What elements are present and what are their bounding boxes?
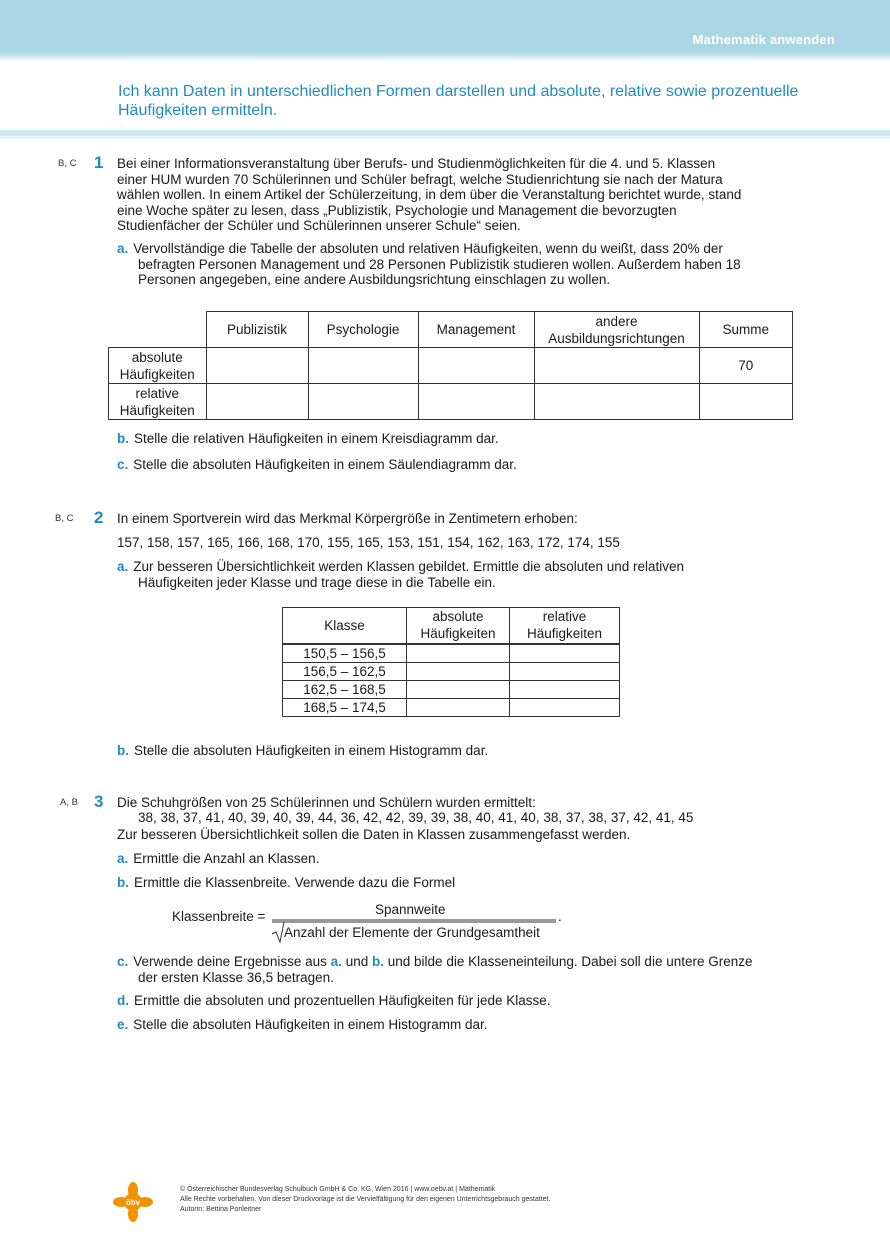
row-absolute-l2: Häufigkeiten	[119, 366, 195, 382]
task3-d-label: d.	[117, 993, 129, 1008]
task3-c-label: c.	[117, 954, 129, 969]
footer-copyright: © Österreichischer Bundesverlag Schulbuch GmbH & Co. KG, Wien 2016 | www.oebv.at | Mathematik	[180, 1186, 496, 1193]
task3-a-text: Ermittle die Anzahl an Klassen.	[133, 851, 320, 866]
task3-d	[117, 993, 551, 1009]
row-relative-l1: relative	[135, 385, 180, 401]
task1-b-label: b.	[117, 431, 129, 446]
task1-line: eine Woche später zu lesen, dass „Publizistik, Psychologie und Management die bevorzugten	[117, 202, 677, 218]
task1-line: Bei einer Informationsveranstaltung über Berufs- und Studienmöglichkeiten für die 4. und 5. Klassen	[117, 156, 716, 171]
col-absolute-l1: absolute	[432, 609, 484, 625]
cell-empty[interactable]	[699, 384, 793, 420]
task2-b	[117, 743, 488, 759]
cell-empty[interactable]	[407, 662, 510, 680]
task2-a-line: Zur besseren Übersichtlichkeit werden Klassen gebildet. Ermittle die absoluten und relativen	[133, 559, 685, 574]
col-summe: Summe	[699, 312, 793, 348]
task3-a	[117, 851, 319, 867]
row-absolute	[109, 348, 207, 384]
task1-b	[117, 431, 499, 447]
col-absolute	[407, 608, 510, 644]
col-relative-l2: Häufigkeiten	[526, 626, 603, 642]
cell-empty[interactable]	[407, 644, 510, 663]
task1-a	[117, 241, 817, 288]
footer-author: Autorin: Bettina Ponleitner	[180, 1206, 262, 1213]
cell-sum: 70	[699, 348, 793, 384]
cell-empty[interactable]	[206, 348, 308, 384]
task3-e-label: e.	[117, 1017, 129, 1032]
task2-data: 157, 158, 157, 165, 166, 168, 170, 155, 165, 153, 151, 154, 162, 163, 172, 174, 155	[117, 535, 620, 550]
class-row: 150,5 – 156,5	[283, 644, 407, 663]
col-management: Management	[418, 312, 534, 348]
col-absolute-l2: Häufigkeiten	[420, 626, 496, 642]
cell-empty[interactable]	[510, 680, 620, 698]
task3-e	[117, 1017, 487, 1033]
task2-a	[117, 559, 817, 590]
task2-b-label: b.	[117, 743, 129, 758]
task2-a-line: Häufigkeiten jeder Klasse und trage diese in die Tabelle ein.	[138, 574, 496, 590]
task1-c-label: c.	[117, 457, 129, 472]
formula-denominator: Anzahl der Elemente der Grundgesamtheit	[284, 925, 540, 940]
task2-tag: B, C	[55, 513, 74, 524]
col-andere	[534, 312, 699, 348]
task1-c-text: Stelle die absoluten Häufigkeiten in einem Säulendiagramm dar.	[133, 457, 517, 472]
task2-a-label: a.	[117, 559, 129, 574]
task3-c-post: und bilde die Klasseneinteilung. Dabei soll die untere Grenze	[387, 954, 753, 969]
logo-text: öbv	[125, 1198, 141, 1207]
class-row: 168,5 – 174,5	[283, 698, 407, 716]
task1-b-text: Stelle die relativen Häufigkeiten in einem Kreisdiagramm dar.	[134, 431, 499, 446]
row-relative	[109, 384, 207, 420]
task2-text: In einem Sportverein wird das Merkmal Körpergröße in Zentimetern erhoben:	[117, 511, 578, 526]
cell-empty[interactable]	[510, 698, 620, 716]
col-relative	[510, 608, 620, 644]
task1-table	[108, 311, 793, 420]
cell-empty[interactable]	[418, 384, 534, 420]
footer	[180, 1185, 550, 1215]
task1-tag: B, C	[58, 158, 77, 169]
header-band-fade	[0, 52, 890, 62]
col-andere-l2: Ausbildungsrichtungen	[548, 330, 685, 346]
task3-c	[117, 954, 817, 985]
row-absolute-l1: absolute	[131, 349, 183, 365]
task3-c-line2: der ersten Klasse 36,5 betragen.	[138, 969, 334, 985]
task3-d-text: Ermittle die absoluten und prozentuellen Häufigkeiten für jede Klasse.	[134, 993, 551, 1008]
task3-c-pre: Verwende deine Ergebnisse aus	[133, 954, 327, 969]
task3-b-text: Ermittle die Klassenbreite. Verwende dazu die Formel	[134, 875, 456, 890]
cell-empty[interactable]	[206, 384, 308, 420]
cell-empty[interactable]	[418, 348, 534, 384]
task2-number: 2	[94, 508, 104, 527]
task3-e-text: Stelle die absoluten Häufigkeiten in einem Histogramm dar.	[133, 1017, 488, 1032]
footer-rights: Alle Rechte vorbehalten. Von dieser Druckvorlage ist die Vervielfältigung für den eigenen Unterrichtsgebrauch gestattet.	[180, 1196, 551, 1203]
formula-end: .	[558, 909, 562, 924]
cell-empty[interactable]	[308, 384, 418, 420]
class-row: 156,5 – 162,5	[283, 662, 407, 680]
task1-number: 1	[94, 153, 104, 172]
task3-a-label: a.	[117, 851, 129, 866]
col-andere-l1: andere	[595, 313, 638, 329]
task1-a-line: befragten Personen Management und 28 Personen Publizistik studieren wollen. Außerdem haben 18	[138, 256, 741, 272]
task3-c-mid: und	[345, 954, 369, 969]
task1-a-line: Personen angegeben, eine andere Ausbildungsrichtung einschlagen zu wollen.	[138, 272, 611, 287]
col-psychologie: Psychologie	[308, 312, 418, 348]
cell-empty[interactable]	[534, 384, 699, 420]
task1-line: einer HUM wurden 70 Schülerinnen und Schüler befragt, welche Studienrichtung sie nach der Matura	[117, 171, 723, 187]
table-corner	[109, 312, 207, 348]
header-title: Mathematik anwenden	[692, 32, 835, 47]
task3-text1: Die Schuhgrößen von 25 Schülerinnen und Schülern wurden ermittelt:	[117, 795, 536, 810]
col-publizistik: Publizistik	[206, 312, 308, 348]
cell-empty[interactable]	[407, 680, 510, 698]
cell-empty[interactable]	[407, 698, 510, 716]
cell-empty[interactable]	[510, 662, 620, 680]
task1-c	[117, 457, 517, 473]
task3-text2: Zur besseren Übersichtlichkeit sollen die Daten in Klassen zusammengefasst werden.	[117, 827, 631, 842]
cell-empty[interactable]	[534, 348, 699, 384]
publisher-logo	[113, 1182, 153, 1222]
task1-line: wählen wollen. In einem Artikel der Schülerzeitung, in dem über die Veranstaltung berichtet wurde, stand	[117, 187, 742, 202]
task1-text	[117, 156, 817, 234]
task3-c-ref-b: b.	[372, 954, 384, 969]
class-row: 162,5 – 168,5	[283, 680, 407, 698]
task1-a-line: Vervollständige die Tabelle der absoluten und relativen Häufigkeiten, wenn du weißt, dass 20% der	[133, 241, 723, 256]
task1-a-label: a.	[117, 241, 129, 256]
learning-goal: Ich kann Daten in unterschiedlichen Formen darstellen und absolute, relative sowie prozentuelle Häufigkeiten ermitteln.	[118, 83, 799, 119]
row-relative-l2: Häufigkeiten	[119, 402, 195, 418]
task3-b-label: b.	[117, 875, 129, 890]
formula-numerator: Spannweite	[375, 902, 446, 917]
cell-empty[interactable]	[308, 348, 418, 384]
task1-line: Studienfächer der Schüler und Schülerinnen unserer Schule“ seien.	[117, 218, 521, 233]
separator-light	[0, 136, 890, 139]
task2-b-text: Stelle die absoluten Häufigkeiten in einem Histogramm dar.	[134, 743, 489, 758]
task3-b	[117, 875, 455, 891]
formula-lhs: Klassenbreite =	[172, 909, 266, 924]
task3-data: 38, 38, 37, 41, 40, 39, 40, 39, 44, 36, 42, 42, 39, 39, 38, 40, 41, 40, 38, 37, 38, 37, 42, 41, 45	[138, 810, 694, 825]
task3-c-ref-a: a.	[330, 954, 342, 969]
task3-tag: A, B	[60, 797, 78, 808]
col-klasse: Klasse	[283, 608, 407, 644]
cell-empty[interactable]	[510, 644, 620, 663]
task2-table	[282, 607, 620, 717]
col-relative-l1: relative	[542, 609, 587, 625]
task3-number: 3	[94, 792, 104, 811]
